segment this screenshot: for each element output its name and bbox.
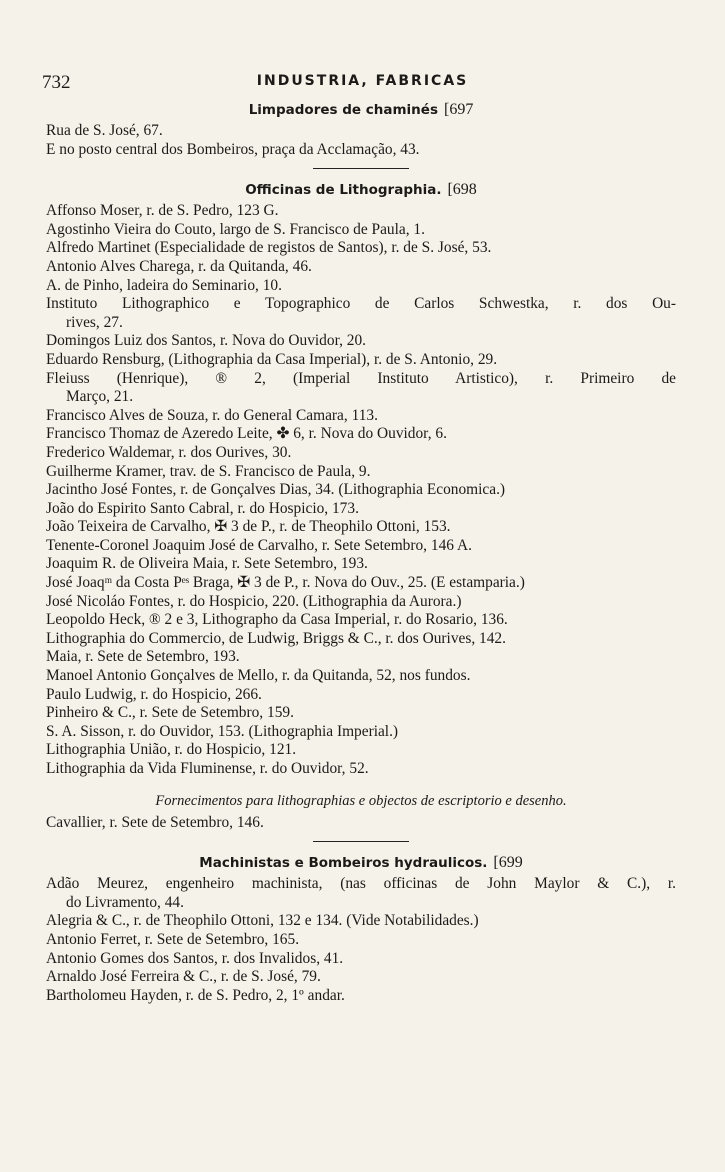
list-item: Agostinho Vieira do Couto, largo de S. Francisco de Paula, 1. (46, 220, 425, 238)
section-number: [697 (443, 101, 474, 118)
section-divider (313, 168, 409, 169)
list-item: Joaquim R. de Oliveira Maia, r. Sete Setembro, 193. (46, 555, 368, 573)
list-item: João do Espirito Santo Cabral, r. do Hospicio, 173. (46, 499, 359, 517)
list-item: José Nicoláo Fontes, r. do Hospicio, 220. (Lithographia da Aurora.) (46, 592, 462, 610)
list-item: Guilherme Kramer, trav. de S. Francisco de Paula, 9. (46, 462, 371, 480)
section-heading-698 (46, 178, 676, 202)
list-item: Adão Meurez, engenheiro machinista, (nas officinas de John Maylor & C.), r. (46, 875, 676, 893)
list-item: A. de Pinho, ladeira do Seminario, 10. (46, 276, 282, 294)
list-item: Manoel Antonio Gonçalves de Mello, r. da Quitanda, 52, nos fundos. (46, 667, 471, 685)
text-column (46, 98, 676, 1005)
list-item: Jacintho José Fontes, r. de Gonçalves Dias, 34. (Lithographia Economica.) (46, 481, 506, 499)
list-item: Francisco Alves de Souza, r. do General Camara, 113. (46, 406, 378, 424)
list-item: Frederico Waldemar, r. dos Ourives, 30. (46, 443, 292, 461)
list-item: Fleiuss (Henrique), ® 2, (Imperial Instituto Artistico), r. Primeiro de (46, 369, 676, 387)
list-item: Antonio Alves Charega, r. da Quitanda, 46. (46, 257, 312, 275)
supplies-subheading: Fornecimentos para lithographias e objectos de escriptorio e desenho. (155, 792, 567, 809)
list-item: Leopoldo Heck, ® 2 e 3, Lithographo da Casa Imperial, r. do Rosario, 136. (46, 611, 508, 629)
list-item: S. A. Sisson, r. do Ouvidor, 153. (Lithographia Imperial.) (46, 722, 399, 740)
section-title: Limpadores de chaminés (248, 102, 438, 118)
running-head (42, 72, 683, 96)
list-item: Pinheiro & C., r. Sete de Setembro, 159. (46, 704, 294, 722)
list-item: Lithographia do Commercio, de Ludwig, Briggs & C., r. dos Ourives, 142. (46, 629, 506, 647)
list-item: Eduardo Rensburg, (Lithographia da Casa Imperial), r. de S. Antonio, 29. (46, 350, 498, 368)
section-title: Machinistas e Bombeiros hydraulicos. (199, 855, 488, 872)
list-item: Affonso Moser, r. de S. Pedro, 123 G. (46, 202, 279, 220)
page-number: 732 (42, 72, 71, 93)
section-heading-697 (46, 98, 676, 122)
list-item: E no posto central dos Bombeiros, praça da Acclamação, 43. (46, 140, 420, 158)
list-item: Cavallier, r. Sete de Setembro, 146. (46, 813, 264, 831)
section-number: [698 (447, 181, 477, 199)
list-item: Antonio Gomes dos Santos, r. dos Invalidos, 41. (46, 949, 344, 967)
list-item-continuation: rives, 27. (66, 313, 123, 331)
list-item: Bartholomeu Hayden, r. de S. Pedro, 2, 1º andar. (46, 986, 345, 1004)
list-item: Arnaldo José Ferreira & C., r. de S. José, 79. (46, 968, 321, 986)
list-item: Francisco Thomaz de Azeredo Leite, ✤ 6, r. Nova do Ouvidor, 6. (46, 425, 447, 443)
running-title: INDUSTRIA, FABRICAS (256, 73, 469, 89)
list-item: Alegria & C., r. de Theophilo Ottoni, 132 e 134. (Vide Notabilidades.) (46, 912, 479, 930)
list-item-continuation: Março, 21. (66, 388, 134, 406)
list-item: Lithographia da Vida Fluminense, r. do Ouvidor, 52. (46, 760, 369, 777)
list-item: Antonio Ferret, r. Sete de Setembro, 165. (46, 930, 300, 948)
list-item: Rua de S. José, 67. (46, 122, 163, 139)
list-item: Domingos Luiz dos Santos, r. Nova do Ouvidor, 20. (46, 332, 367, 350)
list-item: José Joaqᵐ da Costa Pᵉˢ Braga, ✠ 3 de P., r. Nova do Ouv., 25. (E estamparia.) (46, 574, 525, 592)
list-item: Maia, r. Sete de Setembro, 193. (46, 648, 240, 666)
list-item: Lithographia União, r. do Hospicio, 121. (46, 741, 297, 759)
list-item: Paulo Ludwig, r. do Hospicio, 266. (46, 685, 262, 703)
list-item: João Teixeira de Carvalho, ✠ 3 de P., r. de Theophilo Ottoni, 153. (46, 518, 451, 536)
section-title: Officinas de Lithographia. (245, 182, 442, 199)
list-item: Alfredo Martinet (Especialidade de registos de Santos), r. de S. José, 53. (46, 239, 492, 257)
list-item-continuation: do Livramento, 44. (66, 893, 184, 911)
section-divider (313, 841, 409, 842)
section-heading-699 (46, 851, 676, 875)
section-number: [699 (493, 854, 523, 872)
list-item: Instituto Lithographico e Topographico de Carlos Schwestka, r. dos Ou- (46, 295, 676, 313)
list-item: Tenente-Coronel Joaquim José de Carvalho, r. Sete Setembro, 146 A. (46, 536, 472, 554)
